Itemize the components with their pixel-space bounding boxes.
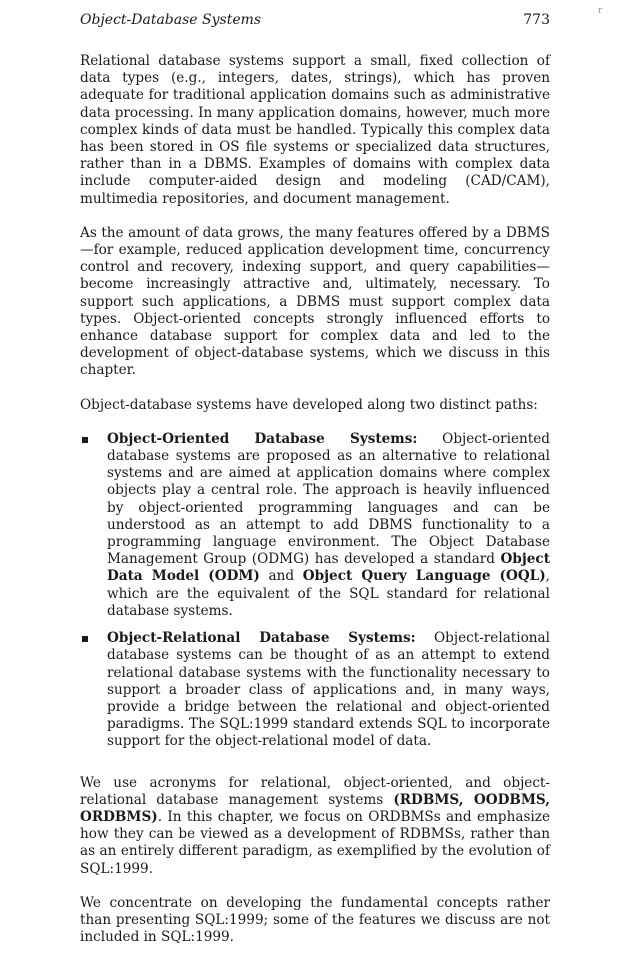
list-item-term: Object-Oriented Database Systems: xyxy=(107,430,418,447)
paragraph-text: We use acronyms for relational, object-oriented, and object-relational database management systems xyxy=(80,774,550,808)
page-number: 773 xyxy=(523,12,550,28)
list-item-text: and xyxy=(259,568,303,585)
list-item-text: , which are the equivalent of the SQL standard for relational database systems. xyxy=(107,568,550,619)
list-item-text: Object-oriented database systems are proposed as an alternative to relational systems and are aimed at application domains where complex objects play a central role. The approach is heavily influenced by object-oriented programming languages and can be understood as an attempt to add DBMS functionality to a programming language environment. The Object Database Management Group (ODMG) has developed a standard xyxy=(107,430,550,568)
body-text xyxy=(80,53,550,963)
paragraph-intro: Relational database systems support a small, fixed collection of data types (e.g., integers, dates, strings), which has proven adequate for traditional application domains such as administrative data processing. In many application domains, however, much more complex kinds of data must be handled. Typically this complex data has been stored in OS file systems or specialized data structures, rather than in a DBMS. Examples of domains with complex data include computer-aided design and modeling (CAD/CAM), multimedia repositories, and document management. xyxy=(80,53,550,207)
odm-term: Object Data Model (ODM) xyxy=(107,551,550,585)
paragraph-acronyms xyxy=(80,775,550,878)
acronyms-term: (RDBMS, OODBMS, ORDBMS) xyxy=(80,791,550,825)
bullet-square-icon xyxy=(82,437,88,443)
paragraph-concentrate: We concentrate on developing the fundamental concepts rather than presenting SQL:1999; some of the features we discuss are not included in SQL:1999. xyxy=(80,894,550,946)
bullet-square-icon xyxy=(82,636,88,642)
running-header xyxy=(80,12,550,34)
list-item-text: Object-relational database systems can be thought of as an attempt to extend relational database systems with the functionality necessary to support a broader class of applications and, in many ways, provide a bridge between the relational and object-oriented paradigms. The SQL:1999 standard extends SQL to incorporate support for the object-relational model of data. xyxy=(107,630,550,750)
list-item-oodbms xyxy=(80,431,550,620)
oql-term: Object Query Language (OQL) xyxy=(302,568,546,585)
list-item-ordbms xyxy=(80,630,550,750)
paths-list xyxy=(80,431,550,751)
margin-mark: r xyxy=(598,6,603,16)
list-item-term: Object-Relational Database Systems: xyxy=(107,630,416,647)
paragraph-data-growth: As the amount of data grows, the many features offered by a DBMS—for example, reduced application development time, concurrency control and recovery, indexing support, and query capabilities—become increasingly attractive and, ultimately, necessary. To support such applications, a DBMS must support complex data types. Object-oriented concepts strongly influenced efforts to enhance database support for complex data and led to the development of object-database systems, which we discuss in this chapter. xyxy=(80,224,550,379)
paragraph-text: . In this chapter, we focus on ORDBMSs and emphasize how they can be viewed as a development of RDBMSs, rather than as an entirely different paradigm, as exemplified by the evolution of SQL:1999. xyxy=(80,808,550,877)
paragraph-two-paths: Object-database systems have developed along two distinct paths: xyxy=(80,396,538,413)
running-title: Object-Database Systems xyxy=(80,12,262,28)
